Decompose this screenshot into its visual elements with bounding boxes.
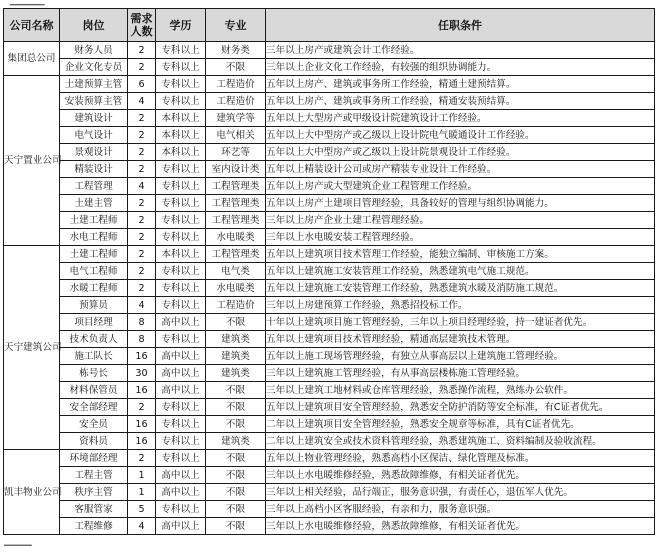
cell-education: 专科以上 [156, 195, 206, 212]
table-row [4, 314, 655, 331]
cell-education: 专科以上 [156, 93, 206, 110]
cell-education: 专科以上 [156, 212, 206, 229]
table-row [4, 467, 655, 484]
cell-requirements: 三年以上高档小区客服经验，有亲和力，服务意识强。 [266, 501, 655, 518]
cell-position: 工程管理 [60, 178, 128, 195]
cell-major: 不限 [206, 484, 266, 501]
cell-major: 财务类 [206, 42, 266, 59]
cell-position: 施工队长 [60, 348, 128, 365]
table-row [4, 195, 655, 212]
table-row [4, 212, 655, 229]
cell-count: 4 [128, 518, 156, 535]
cell-requirements: 三年以上建筑工地材料或仓库管理经验，熟悉操作流程，熟练办公软件。 [266, 382, 655, 399]
cell-count: 2 [128, 450, 156, 467]
cell-position: 土建主管 [60, 195, 128, 212]
cell-education: 专科以上 [156, 229, 206, 246]
cell-education: 高中以上 [156, 348, 206, 365]
table-row [4, 348, 655, 365]
cell-count: 2 [128, 229, 156, 246]
cell-count: 2 [128, 280, 156, 297]
cell-education: 本科以上 [156, 246, 206, 263]
cell-requirements: 三年以上房产企业土建工程管理经验。 [266, 212, 655, 229]
table-row [4, 93, 655, 110]
cell-count: 2 [128, 127, 156, 144]
cell-requirements: 三年以上水电暖维修经验，熟悉故障维修，有相关证者优先。 [266, 467, 655, 484]
cell-count: 8 [128, 331, 156, 348]
cell-position: 土建工程师 [60, 246, 128, 263]
cell-position: 工程维修 [60, 518, 128, 535]
cell-education: 高中以上 [156, 314, 206, 331]
table-row [4, 229, 655, 246]
cell-count: 2 [128, 144, 156, 161]
cell-requirements: 五年以上建筑项目技术管理工作经验，能独立编制、审核施工方案。 [266, 246, 655, 263]
cell-requirements: 五年以上精装设计公司或房产精装专业设计工作经验。 [266, 161, 655, 178]
cell-company: 凯丰物业公司 [4, 450, 60, 535]
cell-count: 16 [128, 348, 156, 365]
cell-education: 专科以上 [156, 280, 206, 297]
cell-requirements: 五年以上大型房产或甲级设计院建筑设计工作经验。 [266, 110, 655, 127]
header-education: 学历 [156, 9, 206, 42]
cell-major: 电气类 [206, 263, 266, 280]
cell-major: 水电暖类 [206, 229, 266, 246]
cell-education: 专科以上 [156, 416, 206, 433]
cell-position: 建筑设计 [60, 110, 128, 127]
cell-count: 8 [128, 314, 156, 331]
cell-education: 专科以上 [156, 297, 206, 314]
cell-position: 电气设计 [60, 127, 128, 144]
cell-requirements: 五年以上房产、建筑或事务所工作经验，精通土建预结算。 [266, 76, 655, 93]
cell-count: 2 [128, 195, 156, 212]
header-count: 需求人数 [128, 9, 156, 42]
cell-requirements: 五年以上房产或大型建筑企业工程管理工作经验。 [266, 178, 655, 195]
table-row [4, 297, 655, 314]
cell-major: 环艺等 [206, 144, 266, 161]
recruitment-table-wrapper [3, 8, 655, 535]
cell-major: 建筑学等 [206, 110, 266, 127]
cell-position: 工程主管 [60, 467, 128, 484]
cell-education: 本科以上 [156, 110, 206, 127]
table-row [4, 178, 655, 195]
cell-count: 5 [128, 501, 156, 518]
cell-education: 本科以上 [156, 127, 206, 144]
cell-count: 4 [128, 297, 156, 314]
cell-count: 16 [128, 382, 156, 399]
cell-count: 2 [128, 263, 156, 280]
cell-position: 电气工程师 [60, 263, 128, 280]
cell-major: 建筑类 [206, 348, 266, 365]
cell-requirements: 五年以上大中型房产或乙级以上设计院景观设计工作经验。 [266, 144, 655, 161]
cell-requirements: 十年以上建筑项目施工管理经验，三年以上项目经理经验，持一建证者优先。 [266, 314, 655, 331]
cell-count: 30 [128, 365, 156, 382]
cell-major: 不限 [206, 59, 266, 76]
cell-position: 秩序主管 [60, 484, 128, 501]
cell-education: 本科以上 [156, 144, 206, 161]
table-row [4, 450, 655, 467]
cell-education: 专科以上 [156, 433, 206, 450]
cell-requirements: 五年以上施工现场管理经验，有独立从事高层以上建筑施工管理经验。 [266, 348, 655, 365]
cell-requirements: 五年以上房产土建项目管理经验，具备较好的管理与组织协调能力。 [266, 195, 655, 212]
cell-major: 工程管理类 [206, 195, 266, 212]
table-row [4, 518, 655, 535]
cell-education: 专科以上 [156, 178, 206, 195]
cell-count: 16 [128, 416, 156, 433]
cell-requirements: 三年以上企业文化工作经验，有较强的组织协调能力。 [266, 59, 655, 76]
cell-major: 建筑类 [206, 365, 266, 382]
cell-education: 高中以上 [156, 467, 206, 484]
cell-position: 材料保管员 [60, 382, 128, 399]
cell-position: 项目经理 [60, 314, 128, 331]
cell-requirements: 五年以上大中型房产或乙级以上设计院电气暖通设计工作经验。 [266, 127, 655, 144]
clipped-bottom-text: ▔▔▔▔ [4, 546, 32, 556]
cell-requirements: 五年以上物业管理经验，熟悉高档小区保洁、绿化管理及标准。 [266, 450, 655, 467]
cell-major: 不限 [206, 382, 266, 399]
clipped-top-text: ▁▁▁▁▁ [10, 0, 45, 6]
table-row [4, 144, 655, 161]
cell-requirements: 三年以上房产或建筑会计工作经验。 [266, 42, 655, 59]
cell-major: 工程管理类 [206, 178, 266, 195]
table-row [4, 127, 655, 144]
cell-count: 2 [128, 161, 156, 178]
cell-requirements: 三年以上水电暖安装工程管理经验。 [266, 229, 655, 246]
table-row [4, 110, 655, 127]
cell-major: 不限 [206, 450, 266, 467]
cell-position: 资料员 [60, 433, 128, 450]
cell-major: 工程管理类 [206, 212, 266, 229]
cell-count: 16 [128, 433, 156, 450]
cell-count: 2 [128, 42, 156, 59]
cell-count: 4 [128, 93, 156, 110]
header-major: 专业 [206, 9, 266, 42]
cell-major: 不限 [206, 467, 266, 484]
cell-position: 财务人员 [60, 42, 128, 59]
cell-position: 安装预算主管 [60, 93, 128, 110]
cell-requirements: 五年以上房产、建筑或事务所工作经验，精通安装预结算。 [266, 93, 655, 110]
cell-education: 专科以上 [156, 450, 206, 467]
cell-position: 景观设计 [60, 144, 128, 161]
cell-requirements: 五年以上建筑项目技术管理经验，精通高层建筑技术管理。 [266, 331, 655, 348]
cell-requirements: 三年以上水电暖维修经验，熟悉故障维修，有相关证者优先。 [266, 518, 655, 535]
cell-position: 栋号长 [60, 365, 128, 382]
table-row [4, 331, 655, 348]
cell-major: 工程造价 [206, 93, 266, 110]
cell-requirements: 五年以上建筑项目安全管理经验，熟悉安全防护消防等安全标准，有C证者优先。 [266, 399, 655, 416]
cell-requirements: 五年以上建筑施工安装管理工作经验，熟悉建筑电气施工规范。 [266, 263, 655, 280]
cell-major: 工程管理类 [206, 246, 266, 263]
cell-requirements: 三年以上房建预算工作经验，熟悉招投标工作。 [266, 297, 655, 314]
cell-count: 4 [128, 178, 156, 195]
cell-position: 企业文化专员 [60, 59, 128, 76]
cell-major: 建筑类 [206, 331, 266, 348]
table-row [4, 246, 655, 263]
cell-education: 高中以上 [156, 484, 206, 501]
table-row [4, 416, 655, 433]
cell-company: 天宁置业公司 [4, 76, 60, 246]
cell-position: 预算员 [60, 297, 128, 314]
recruitment-table [3, 8, 655, 535]
cell-position: 客服管家 [60, 501, 128, 518]
cell-major: 不限 [206, 501, 266, 518]
cell-position: 水暖工程师 [60, 280, 128, 297]
table-row [4, 365, 655, 382]
cell-major: 不限 [206, 518, 266, 535]
cell-major: 不限 [206, 416, 266, 433]
table-row [4, 399, 655, 416]
cell-company: 集团总公司 [4, 42, 60, 76]
cell-position: 水电工程师 [60, 229, 128, 246]
cell-requirements: 三年以上相关经验，品行端正，服务意识强，有责任心，退伍军人优先。 [266, 484, 655, 501]
table-body [4, 42, 655, 535]
table-row [4, 501, 655, 518]
table-row [4, 161, 655, 178]
table-row [4, 76, 655, 93]
cell-major: 电气相关 [206, 127, 266, 144]
cell-major: 不限 [206, 399, 266, 416]
table-row [4, 280, 655, 297]
cell-requirements: 二年以上建筑项目安全管理经验，熟悉安全规章等标准，具有C证者优先。 [266, 416, 655, 433]
cell-education: 专科以上 [156, 161, 206, 178]
cell-count: 2 [128, 59, 156, 76]
cell-position: 技术负责人 [60, 331, 128, 348]
table-row [4, 59, 655, 76]
cell-count: 2 [128, 110, 156, 127]
cell-education: 专科以上 [156, 59, 206, 76]
cell-count: 2 [128, 212, 156, 229]
cell-position: 安全员 [60, 416, 128, 433]
header-row [4, 9, 655, 42]
cell-count: 2 [128, 399, 156, 416]
cell-education: 专科以上 [156, 263, 206, 280]
cell-education: 专科以上 [156, 76, 206, 93]
cell-major: 室内设计类 [206, 161, 266, 178]
cell-requirements: 三年以上建筑施工管理经验，有从事高层楼栋施工管理经验。 [266, 365, 655, 382]
cell-education: 高中以上 [156, 382, 206, 399]
cell-major: 水电暖类 [206, 280, 266, 297]
cell-position: 土建预算主管 [60, 76, 128, 93]
cell-education: 专科以上 [156, 501, 206, 518]
cell-education: 专科以上 [156, 399, 206, 416]
cell-major: 工程造价 [206, 76, 266, 93]
cell-requirements: 五年以上建筑施工安装管理工作经验，熟悉建筑水暖及消防施工规范。 [266, 280, 655, 297]
cell-education: 高中以上 [156, 518, 206, 535]
table-row [4, 382, 655, 399]
cell-company: 天宁建筑公司 [4, 246, 60, 450]
cell-count: 1 [128, 484, 156, 501]
header-position: 岗位 [60, 9, 128, 42]
cell-major: 不限 [206, 314, 266, 331]
cell-position: 环境部经理 [60, 450, 128, 467]
cell-education: 专科以上 [156, 331, 206, 348]
cell-major: 建筑类 [206, 433, 266, 450]
cell-requirements: 二年以上建筑安全或技术资料管理经验，熟悉建筑施工、资料编制及验收流程。 [266, 433, 655, 450]
header-company: 公司名称 [4, 9, 60, 42]
cell-position: 土建工程师 [60, 212, 128, 229]
table-row [4, 42, 655, 59]
table-row [4, 433, 655, 450]
cell-position: 精装设计 [60, 161, 128, 178]
cell-education: 高中以上 [156, 365, 206, 382]
cell-count: 2 [128, 246, 156, 263]
cell-position: 安全部经理 [60, 399, 128, 416]
table-row [4, 484, 655, 501]
cell-major: 工程造价 [206, 297, 266, 314]
table-row [4, 263, 655, 280]
cell-count: 6 [128, 76, 156, 93]
cell-count: 1 [128, 467, 156, 484]
header-requirements: 任职条件 [266, 9, 655, 42]
cell-education: 专科以上 [156, 42, 206, 59]
table-header [4, 9, 655, 42]
